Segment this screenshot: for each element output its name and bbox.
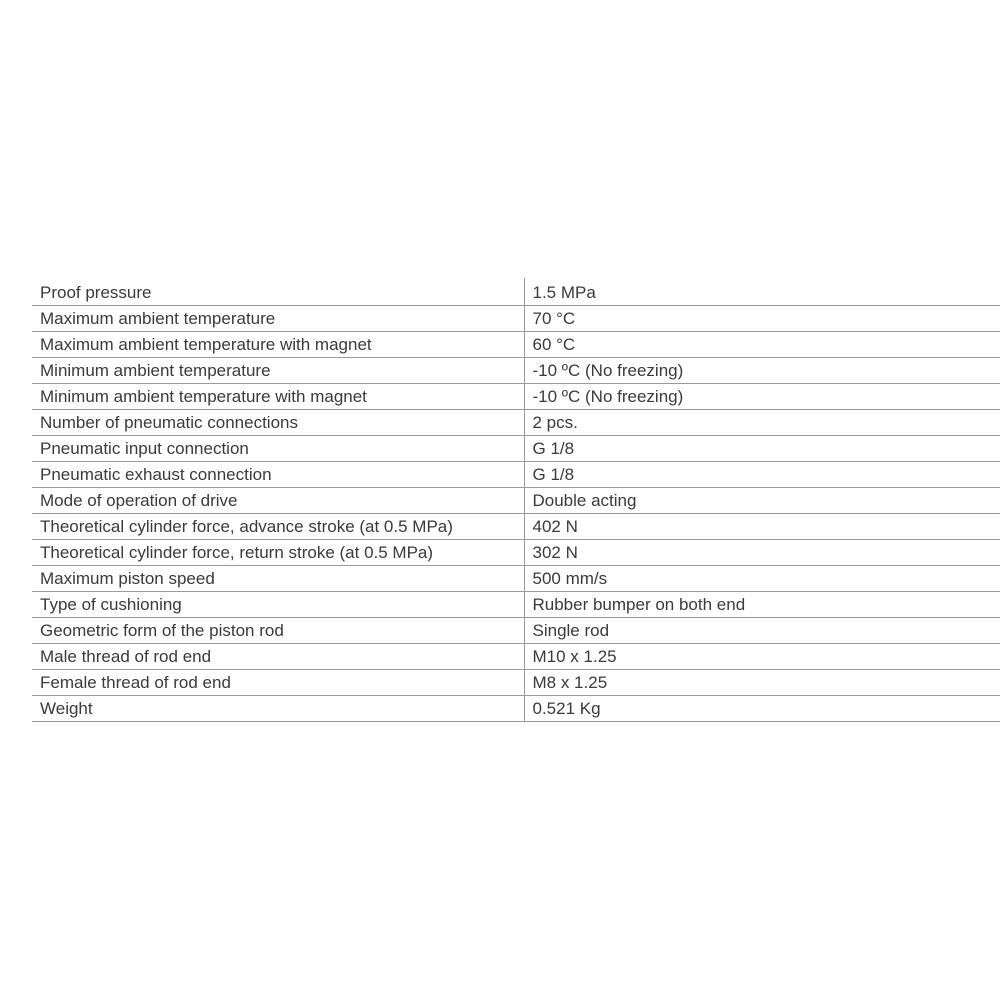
spec-name: Theoretical cylinder force, return stroke (at 0.5 MPa) xyxy=(32,540,524,566)
spec-value: 402 N xyxy=(524,514,1000,540)
table-row xyxy=(32,488,1000,514)
spec-name: Mode of operation of drive xyxy=(32,488,524,514)
spec-value: 70 °C xyxy=(524,306,1000,332)
spec-value: -10 ºC (No freezing) xyxy=(524,384,1000,410)
spec-name: Theoretical cylinder force, advance stroke (at 0.5 MPa) xyxy=(32,514,524,540)
spec-value: 1.5 MPa xyxy=(524,278,1000,306)
table-row xyxy=(32,384,1000,410)
spec-value: 2 pcs. xyxy=(524,410,1000,436)
table-row xyxy=(32,592,1000,618)
spec-name: Pneumatic exhaust connection xyxy=(32,462,524,488)
spec-name: Pneumatic input connection xyxy=(32,436,524,462)
spec-value: G 1/8 xyxy=(524,436,1000,462)
spec-name: Type of cushioning xyxy=(32,592,524,618)
spec-value: M10 x 1.25 xyxy=(524,644,1000,670)
table-row xyxy=(32,644,1000,670)
spec-value: M8 x 1.25 xyxy=(524,670,1000,696)
spec-value: 60 °C xyxy=(524,332,1000,358)
table-row xyxy=(32,462,1000,488)
table-row xyxy=(32,566,1000,592)
spec-value: Single rod xyxy=(524,618,1000,644)
table-row xyxy=(32,618,1000,644)
spec-name: Maximum ambient temperature with magnet xyxy=(32,332,524,358)
table-row xyxy=(32,306,1000,332)
spec-value: Double acting xyxy=(524,488,1000,514)
table-row xyxy=(32,278,1000,306)
spec-value: 0.521 Kg xyxy=(524,696,1000,722)
table-row xyxy=(32,696,1000,722)
table-row xyxy=(32,670,1000,696)
table-row xyxy=(32,410,1000,436)
spec-name: Proof pressure xyxy=(32,278,524,306)
spec-name: Number of pneumatic connections xyxy=(32,410,524,436)
spec-name: Maximum ambient temperature xyxy=(32,306,524,332)
spec-name: Female thread of rod end xyxy=(32,670,524,696)
spec-value: Rubber bumper on both end xyxy=(524,592,1000,618)
table-row xyxy=(32,332,1000,358)
spec-value: 302 N xyxy=(524,540,1000,566)
spec-value: 500 mm/s xyxy=(524,566,1000,592)
spec-name: Weight xyxy=(32,696,524,722)
spec-name: Minimum ambient temperature xyxy=(32,358,524,384)
table-row xyxy=(32,358,1000,384)
table-row xyxy=(32,436,1000,462)
spec-value: -10 ºC (No freezing) xyxy=(524,358,1000,384)
spec-name: Geometric form of the piston rod xyxy=(32,618,524,644)
specification-table xyxy=(32,278,1000,722)
table-row xyxy=(32,540,1000,566)
spec-value: G 1/8 xyxy=(524,462,1000,488)
spec-name: Maximum piston speed xyxy=(32,566,524,592)
spec-name: Minimum ambient temperature with magnet xyxy=(32,384,524,410)
table-row xyxy=(32,514,1000,540)
spec-name: Male thread of rod end xyxy=(32,644,524,670)
